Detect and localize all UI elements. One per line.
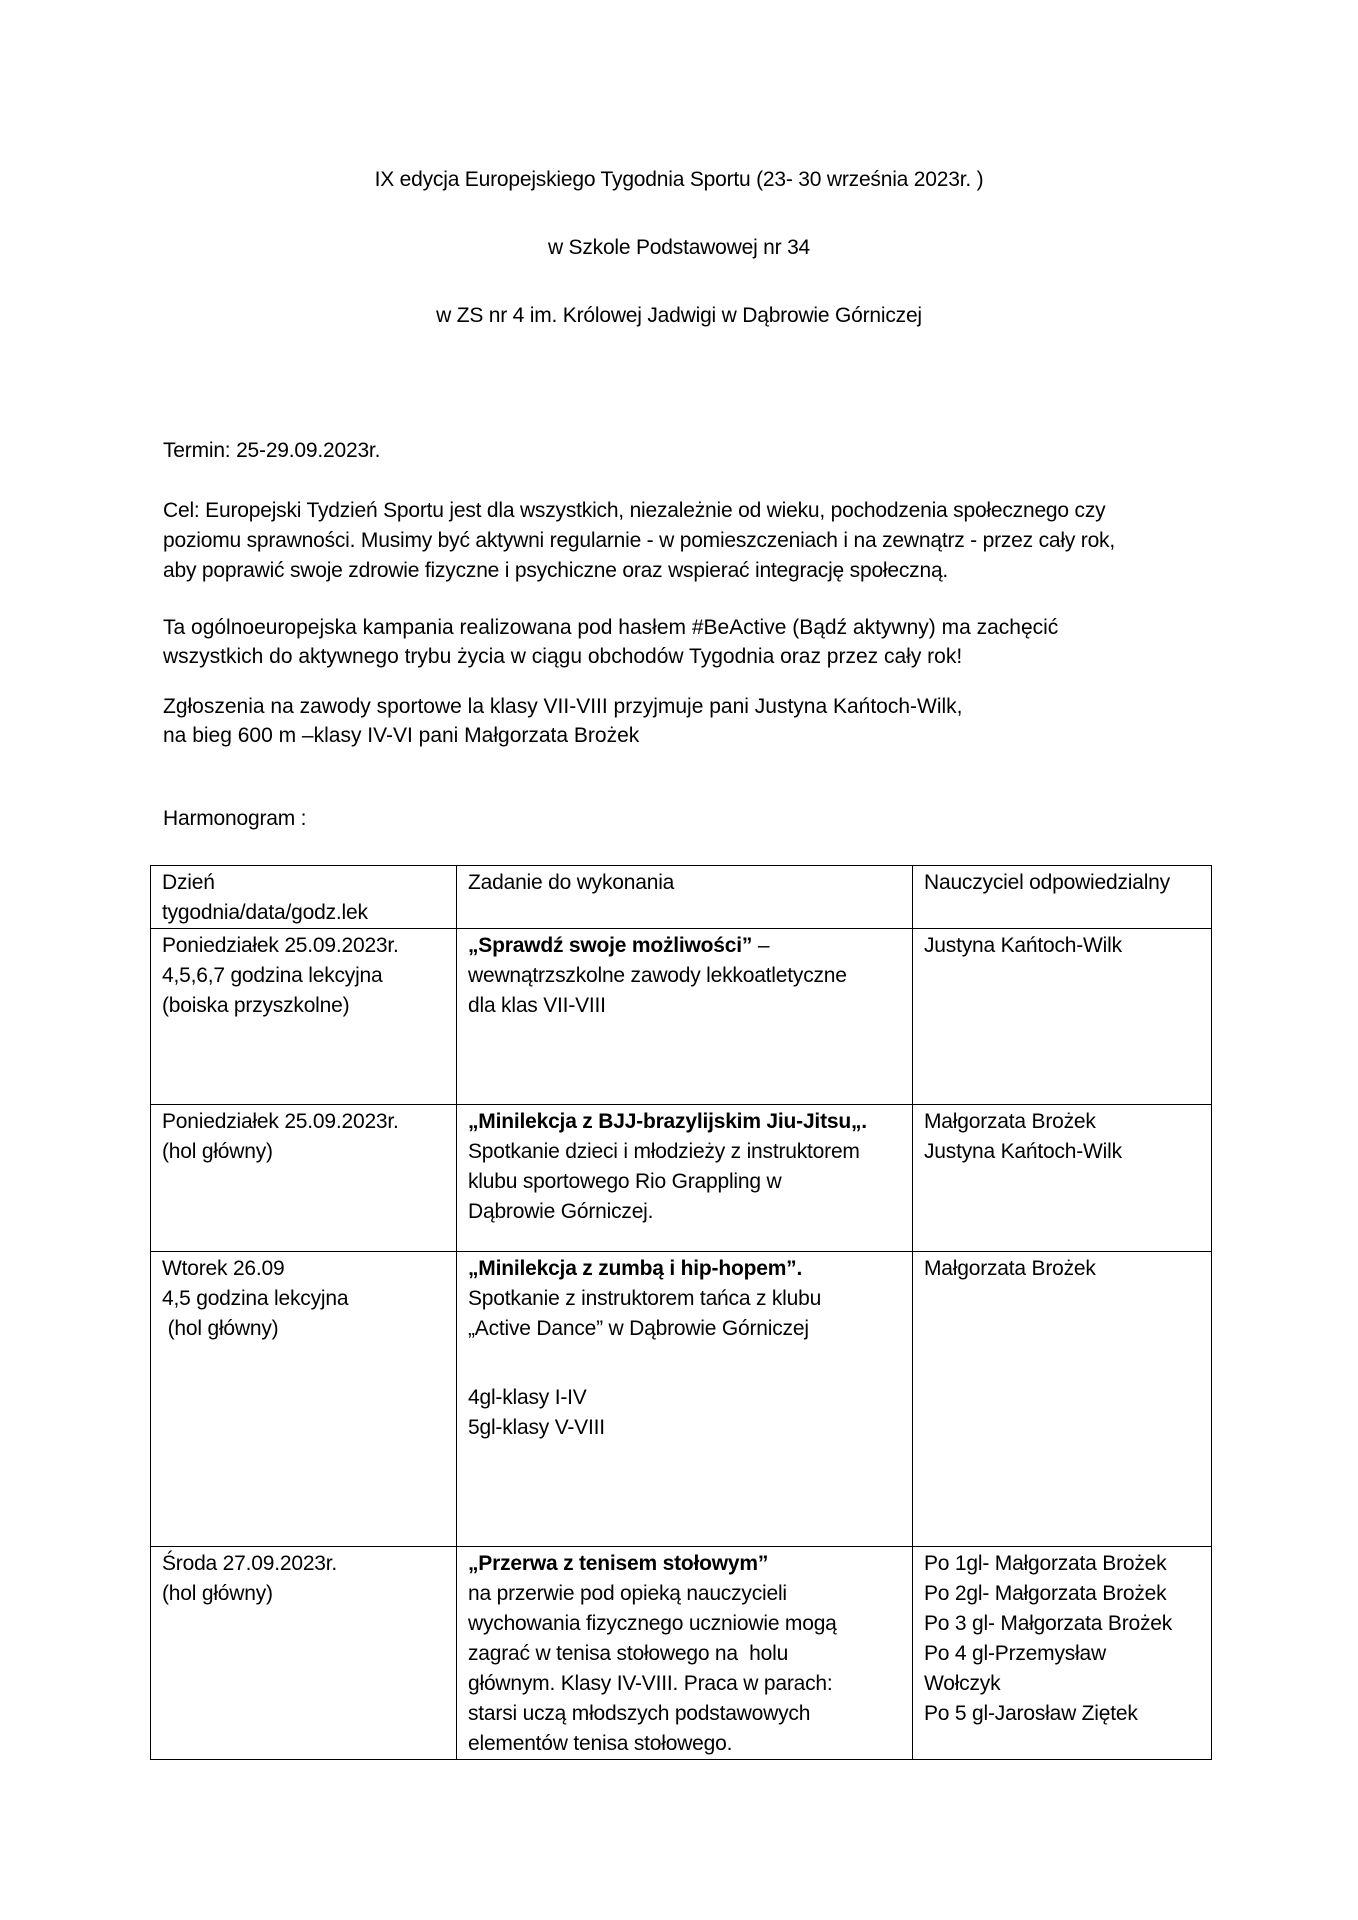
day-line: 4,5 godzina lekcyjna — [162, 1287, 349, 1310]
table-header-row — [151, 866, 1212, 929]
kampania-line: Ta ogólnoeuropejska kampania realizowana pod hasłem #BeActive (Bądź aktywny) ma zachęcić — [163, 616, 1059, 639]
task-line: na przerwie pod opieką nauczycieli — [468, 1582, 787, 1605]
header-task — [457, 866, 913, 929]
teacher-line: Po 1gl- Małgorzata Brożek — [924, 1552, 1167, 1575]
termin-text — [163, 436, 1223, 466]
day-line: Środa 27.09.2023r. — [162, 1552, 338, 1575]
header-teacher-line: Nauczyciel odpowiedzialny — [924, 871, 1170, 894]
task-line: Spotkanie dzieci i młodzieży z instruktorem — [468, 1140, 860, 1163]
table-row — [151, 929, 1212, 1105]
task-title-suffix: – — [752, 934, 770, 957]
row-task-cell — [457, 1105, 913, 1252]
day-line: (hol główny) — [162, 1140, 273, 1163]
task-line: „Active Dance” w Dąbrowie Górniczej — [468, 1317, 809, 1340]
document-title-line-2: w Szkole Podstawowej nr 34 — [547, 236, 811, 259]
harmonogram-label — [163, 804, 1223, 834]
task-line: elementów tenisa stołowego. — [468, 1732, 733, 1755]
row-day-cell — [151, 1547, 457, 1760]
cel-line: poziomu sprawności. Musimy być aktywni regularnie - w pomieszczeniach i na zewnątrz - przez cały rok, — [163, 529, 1115, 552]
teacher-line: Po 3 gl- Małgorzata Brożek — [924, 1612, 1173, 1635]
task-title: „Sprawdź swoje możliwości” — [468, 934, 753, 957]
task-line: wewnątrzszkolne zawody lekkoatletyczne — [468, 964, 847, 987]
header-task-line: Zadanie do wykonania — [468, 871, 675, 894]
teacher-line: Po 4 gl-Przemysław — [924, 1642, 1106, 1665]
document-title-line-3: w ZS nr 4 im. Królowej Jadwigi w Dąbrowie Górniczej — [436, 304, 922, 327]
task-title-line — [468, 931, 901, 961]
task-line: dla klas VII-VIII — [468, 994, 606, 1017]
cel-paragraph — [163, 496, 1223, 586]
header-day-line: Dzień — [162, 871, 215, 894]
task-line: wychowania fizycznego uczniowie mogą — [468, 1612, 837, 1635]
task-line: zagrać w tenisa stołowego na holu — [468, 1642, 789, 1665]
header-day-line: tygodnia/data/godz.lek — [162, 901, 368, 924]
teacher-line: Wołczyk — [924, 1672, 1001, 1695]
table-row — [151, 1105, 1212, 1252]
zgloszenia-paragraph — [163, 692, 1223, 750]
day-line: Poniedziałek 25.09.2023r. — [162, 934, 399, 957]
task-line: głównym. Klasy IV-VIII. Praca w parach: — [468, 1672, 833, 1695]
cel-line: Cel: Europejski Tydzień Sportu jest dla wszystkich, niezależnie od wieku, pochodzenia społecznego czy — [163, 499, 1106, 522]
zgloszenia-line: na bieg 600 m –klasy IV-VI pani Małgorzata Brożek — [163, 724, 640, 747]
row-task-cell — [457, 1252, 913, 1547]
document-title-line-1: IX edycja Europejskiego Tygodnia Sportu (23- 30 września 2023r. ) — [374, 168, 984, 191]
header-day — [151, 866, 457, 929]
harmonogram-label-text: Harmonogram : — [163, 807, 307, 830]
day-line: (hol główny) — [162, 1582, 273, 1605]
row-task-cell — [457, 929, 913, 1105]
teacher-line: Małgorzata Brożek — [924, 1110, 1096, 1133]
row-teacher-cell — [913, 929, 1212, 1105]
day-line: (hol główny) — [162, 1317, 279, 1340]
teacher-line: Po 5 gl-Jarosław Ziętek — [924, 1702, 1138, 1725]
task-line: 5gl-klasy V-VIII — [468, 1416, 605, 1439]
task-line: klubu sportowego Rio Grappling w — [468, 1170, 782, 1193]
task-title: „Minilekcja z zumbą i hip-hopem”. — [468, 1257, 803, 1280]
row-teacher-cell — [913, 1105, 1212, 1252]
row-teacher-cell — [913, 1252, 1212, 1547]
task-line: 4gl-klasy I-IV — [468, 1386, 587, 1409]
zgloszenia-line: Zgłoszenia na zawody sportowe la klasy VII-VIII przyjmuje pani Justyna Kańtoch-Wilk, — [163, 695, 963, 718]
cel-line: aby poprawić swoje zdrowie fizyczne i psychiczne oraz wspierać integrację społeczną. — [163, 559, 949, 582]
row-teacher-cell — [913, 1547, 1212, 1760]
day-line: 4,5,6,7 godzina lekcyjna — [162, 964, 383, 987]
task-title: „Przerwa z tenisem stołowym” — [468, 1552, 769, 1575]
task-line: Dąbrowie Górniczej. — [468, 1200, 654, 1223]
row-day-cell — [151, 929, 457, 1105]
day-line: Poniedziałek 25.09.2023r. — [162, 1110, 399, 1133]
teacher-line: Justyna Kańtoch-Wilk — [924, 934, 1122, 957]
row-day-cell — [151, 1105, 457, 1252]
day-line: Wtorek 26.09 — [162, 1257, 285, 1280]
table-row — [151, 1547, 1212, 1760]
header-teacher — [913, 866, 1212, 929]
task-line: starsi uczą młodszych podstawowych — [468, 1702, 811, 1725]
teacher-line: Po 2gl- Małgorzata Brożek — [924, 1582, 1167, 1605]
day-line: (boiska przyszkolne) — [162, 994, 350, 1017]
row-day-cell — [151, 1252, 457, 1547]
task-line: Spotkanie z instruktorem tańca z klubu — [468, 1287, 822, 1310]
kampania-paragraph — [163, 613, 1223, 671]
task-line-blank — [468, 1344, 901, 1383]
schedule-table — [150, 865, 1212, 1760]
teacher-line: Justyna Kańtoch-Wilk — [924, 1140, 1122, 1163]
teacher-line: Małgorzata Brożek — [924, 1257, 1096, 1280]
table-row — [151, 1252, 1212, 1547]
row-task-cell — [457, 1547, 913, 1760]
kampania-line: wszystkich do aktywnego trybu życia w ciągu obchodów Tygodnia oraz przez cały rok! — [163, 645, 963, 668]
task-title: „Minilekcja z BJJ-brazylijskim Jiu-Jitsu„. — [468, 1110, 867, 1133]
termin-line: Termin: 25-29.09.2023r. — [163, 439, 381, 462]
